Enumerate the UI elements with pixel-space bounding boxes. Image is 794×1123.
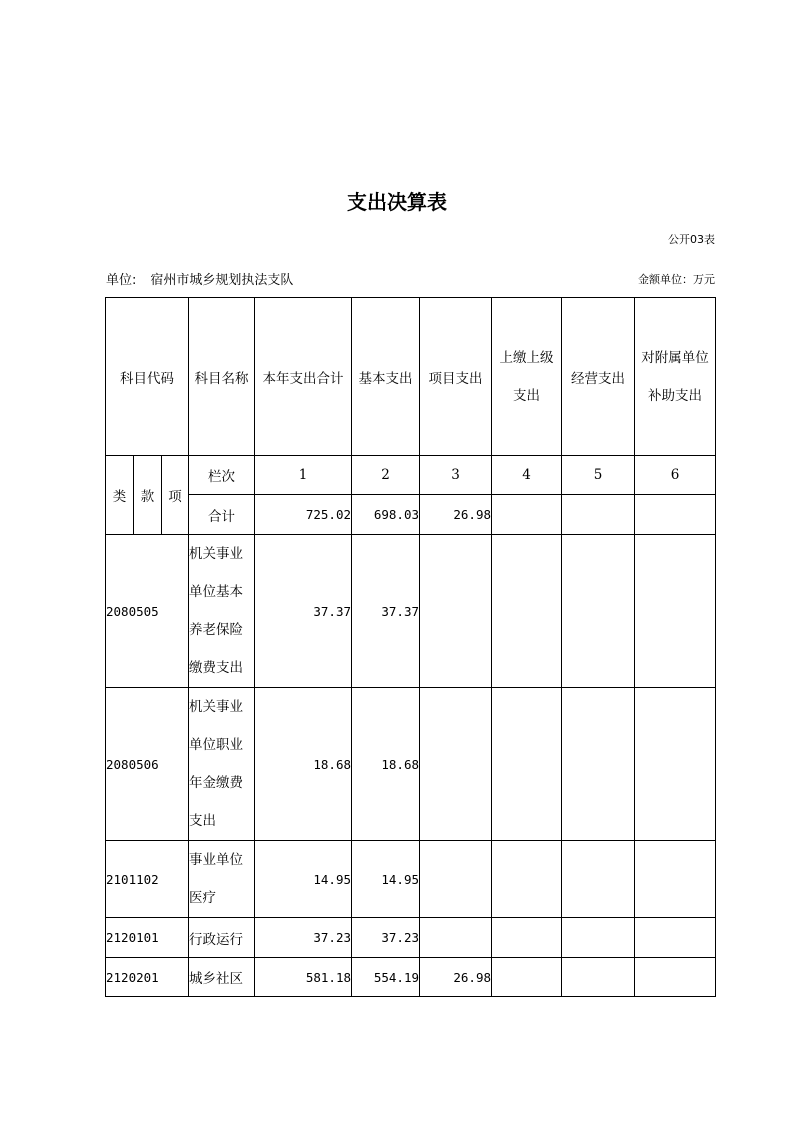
sub-header-kuan: 款: [134, 456, 162, 535]
sum-upper: [492, 495, 562, 535]
col-number-5: 5: [562, 456, 635, 495]
row-name: [189, 535, 255, 688]
row-name-line: 养老保险: [189, 622, 244, 638]
sum-project: 26.98: [420, 495, 492, 535]
row-basic: 14.95: [352, 841, 420, 918]
row-code: 2080505: [106, 535, 189, 688]
row-basic: 554.19: [352, 958, 420, 997]
row-subsidy: [635, 688, 716, 841]
expenditure-table: [105, 297, 716, 997]
row-upper: [492, 535, 562, 688]
row-upper: [492, 688, 562, 841]
sub-header-lanci: 栏次: [189, 456, 255, 495]
header-upper-line2: 支出: [513, 387, 541, 404]
row-code: 2120201: [106, 958, 189, 997]
row-subsidy: [635, 918, 716, 958]
row-business: [562, 958, 635, 997]
row-name-line: 医疗: [189, 890, 217, 906]
sub-header-lei: 类: [106, 456, 134, 535]
row-basic: 18.68: [352, 688, 420, 841]
sub-header-xiang: 项: [162, 456, 189, 535]
col-number-4: 4: [492, 456, 562, 495]
header-business: 经营支出: [562, 298, 635, 456]
sum-basic: 698.03: [352, 495, 420, 535]
sum-subsidy: [635, 495, 716, 535]
header-project: 项目支出: [420, 298, 492, 456]
form-number: 公开03表: [668, 233, 715, 246]
row-total: 581.18: [255, 958, 352, 997]
row-name: [189, 688, 255, 841]
row-project: [420, 688, 492, 841]
row-project: [420, 841, 492, 918]
row-project: [420, 918, 492, 958]
row-upper: [492, 958, 562, 997]
row-name-line: 缴费支出: [189, 660, 244, 676]
row-upper: [492, 841, 562, 918]
col-number-6: 6: [635, 456, 716, 495]
row-name-line: 支出: [189, 813, 217, 829]
row-code: 2080506: [106, 688, 189, 841]
table-row: [106, 841, 716, 918]
row-total: 14.95: [255, 841, 352, 918]
sum-business: [562, 495, 635, 535]
col-number-2: 2: [352, 456, 420, 495]
header-total: 本年支出合计: [255, 298, 352, 456]
sum-total: 725.02: [255, 495, 352, 535]
row-business: [562, 918, 635, 958]
col-number-1: 1: [255, 456, 352, 495]
row-code: 2101102: [106, 841, 189, 918]
row-upper: [492, 918, 562, 958]
table-row: [106, 535, 716, 688]
row-total: 37.23: [255, 918, 352, 958]
header-subsidy: [635, 298, 716, 456]
row-basic: 37.37: [352, 535, 420, 688]
row-name-line: 事业单位: [189, 852, 244, 868]
row-name-line: 机关事业: [189, 546, 244, 562]
row-total: 18.68: [255, 688, 352, 841]
sum-label: 合计: [189, 495, 255, 535]
table-row: [106, 918, 716, 958]
header-subsidy-line1: 对附属单位: [641, 349, 709, 366]
row-name-line: 单位基本: [189, 584, 244, 600]
row-code: 2120101: [106, 918, 189, 958]
row-name: 行政运行: [189, 918, 255, 958]
header-row: [106, 298, 716, 456]
row-name-line: 单位职业: [189, 737, 244, 753]
header-subsidy-line2: 补助支出: [648, 387, 703, 404]
header-upper-line1: 上缴上级: [499, 349, 554, 366]
row-name: [189, 841, 255, 918]
row-name-line: 年金缴费: [189, 775, 244, 791]
col-number-3: 3: [420, 456, 492, 495]
unit-name: 宿州市城乡规划执法支队: [150, 273, 294, 288]
row-name-line: 机关事业: [189, 699, 244, 715]
table-row: [106, 688, 716, 841]
table-row: [106, 958, 716, 997]
row-subsidy: [635, 958, 716, 997]
row-subsidy: [635, 535, 716, 688]
row-name: 城乡社区: [189, 958, 255, 997]
row-subsidy: [635, 841, 716, 918]
row-project: 26.98: [420, 958, 492, 997]
column-number-row: [106, 456, 716, 495]
row-project: [420, 535, 492, 688]
header-basic: 基本支出: [352, 298, 420, 456]
page-title: 支出决算表: [347, 190, 447, 214]
row-business: [562, 841, 635, 918]
header-name: 科目名称: [189, 298, 255, 456]
row-business: [562, 688, 635, 841]
unit-label: 单位:: [106, 273, 137, 288]
header-upper: [492, 298, 562, 456]
money-unit: 金额单位：万元: [638, 273, 715, 286]
row-basic: 37.23: [352, 918, 420, 958]
row-business: [562, 535, 635, 688]
row-total: 37.37: [255, 535, 352, 688]
header-code: 科目代码: [106, 298, 189, 456]
sum-row: [106, 495, 716, 535]
unit-line: [106, 269, 293, 288]
